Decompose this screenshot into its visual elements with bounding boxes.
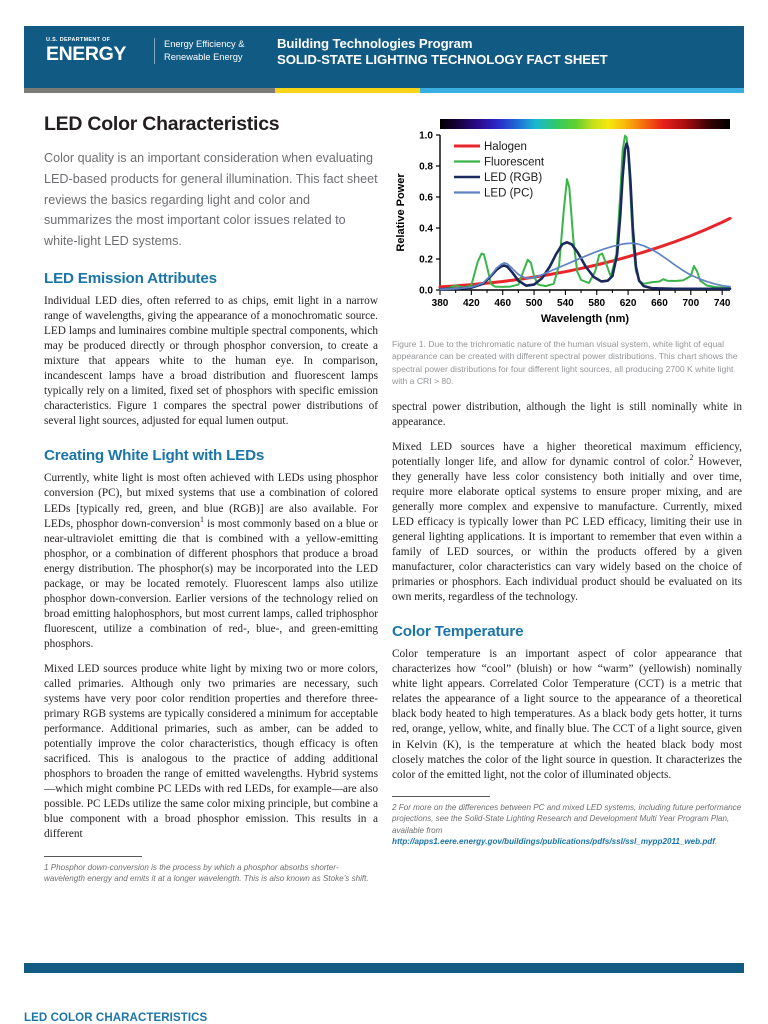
svg-text:420: 420 [463, 298, 480, 309]
svg-text:580: 580 [588, 298, 606, 309]
footnote-1 [44, 862, 378, 885]
svg-text:500: 500 [525, 298, 543, 309]
svg-text:0.8: 0.8 [419, 161, 433, 173]
footnote-1-text: Phosphor down-conversion is the process by which a phosphor absorbs shorter-wavelength energy and emits it at a longer wavelength. This is also known as Stoke’s shift. [44, 862, 369, 884]
right-paragraph-1: spectral power distribution, although the light is still nominally white in appearance. [392, 400, 742, 428]
svg-text:Fluorescent: Fluorescent [484, 156, 545, 169]
svg-text:0.4: 0.4 [419, 223, 433, 235]
figure-1 [392, 112, 742, 388]
left-column [44, 112, 378, 885]
white-light-paragraph-1 [44, 471, 378, 652]
svg-text:Relative Power: Relative Power [395, 173, 407, 252]
section-heading-emission: LED Emission Attributes [44, 269, 217, 287]
fact-sheet-subtitle: SOLID-STATE LIGHTING TECHNOLOGY FACT SHEET [277, 52, 608, 67]
svg-text:Wavelength (nm): Wavelength (nm) [540, 313, 630, 325]
svg-text:Halogen: Halogen [484, 141, 527, 153]
header-accent-rule [24, 88, 744, 93]
footer-band [24, 963, 744, 973]
eere-line-1: Energy Efficiency & [164, 39, 245, 49]
footer-title: LED COLOR CHARACTERISTICS [24, 1012, 208, 1024]
right-p2-part-b: However, they generally have less color consistency both initially and over time, require more elaborate optical systems to ensure proper mixing, and are generally more complex and expensive to manufacture. Currently, mixed LED efficacy is typically lower than PC LED efficacy, limiting their use in general lighting applications. It is important to remember that even within a family of LED sources, or within the products offered by a given manufacturer, color characteristics can vary widely based on the choice of primaries or phosphors. Each individual product should be evaluated on its own merits, regardless of the technology. [392, 455, 742, 604]
logo-divider [154, 38, 155, 64]
accent-rule-yellow [275, 88, 420, 93]
svg-text:1.0: 1.0 [419, 130, 433, 142]
emission-paragraph: Individual LED dies, often referred to as chips, emit light in a narrow range of wavelengths, giving the appearance of a monochromatic source. LED lamps and luminaires combine multiple spectral components, which may be produced directly or through phosphor conversion, to create a mixture that appears white to the human eye. In comparison, incandescent lamps have a broad distribution and fluorescent lamps typically rely on a limited, fixed set of phosphors with specific emission characteristics. Figure 1 compares the spectral power distributions of several light sources, adjusted for equal lumen output. [44, 294, 378, 428]
white-light-paragraph-2: Mixed LED sources produce white light by mixing two or more colors, called primaries. Although only two primaries are necessary, such systems have very poor color rendition properties and therefore three-primary RGB systems are typically considered a minimum for acceptable performance. Additional primaries, such as amber, can be added to potentially improve the color characteristics, though efficacy is often sacrificed. This is analogous to the practice of adding additional phosphors to broaden the range of emitted wavelengths. Hybrid systems—which might combine PC LEDs with red LEDs, for example—are also possible. PC LEDs utilize the same color mixing principle, but combine a blue component with a broad phosphor emission. This results in a different [44, 662, 378, 841]
color-temperature-paragraph: Color temperature is an important aspect of color appearance that characterizes how “cool” (bluish) or how “warm” (yellowish) nominally white light appears. Correlated Color Temperature (CCT) is a metric that relates the appearance of a light source to the appearance of a theoretical black body heated to high temperatures. As a black body gets hotter, it turns red, orange, yellow, white, and finally blue. The CCT of a light source, given in Kelvin (K), is the temperature at which the heated black body most closely matches the color of the light source in question. It characterizes the color of the emitted light, not the color of illuminated objects. [392, 648, 742, 781]
section-heading-color-temperature: Color Temperature [392, 623, 524, 641]
page-header [24, 26, 744, 88]
doe-department-label: U.S. DEPARTMENT OF [46, 37, 111, 43]
doe-energy-wordmark: ENERGY [46, 43, 126, 65]
program-name: Building Technologies Program [277, 36, 473, 51]
eere-office-label [164, 38, 244, 63]
accent-rule-gray [24, 88, 275, 93]
figure-caption: Figure 1. Due to the trichromatic nature of the human visual system, white light of equal appearance can be created with different spectral power distributions. This chart shows the spectral power distributions for four different light sources, all producing 2700 K white light with a CRI > 80. [392, 339, 738, 387]
footnote-divider-left [44, 856, 142, 857]
svg-text:0.2: 0.2 [419, 254, 433, 266]
chart-svg [392, 112, 742, 334]
right-p2-part-a: Mixed LED sources have a higher theoretical maximum efficiency, potentially longer life, and allow for dynamic control of color. [392, 440, 742, 468]
program-title-block [277, 36, 608, 68]
svg-text:740: 740 [713, 298, 731, 309]
section-heading-white-light: Creating White Light with LEDs [44, 447, 265, 465]
doe-logo [46, 37, 146, 65]
svg-text:380: 380 [431, 298, 449, 309]
svg-text:LED (PC): LED (PC) [484, 187, 534, 200]
svg-text:460: 460 [494, 298, 512, 309]
footnote-2-marker: 2 [392, 802, 397, 812]
white-p1-part-b: is most commonly based on a blue or near-ultraviolet emitting die that is combined with a yellow-emitting phosphor, or a combination of different phosphors that produce a broad energy distribution. The phosphor(s) may be incorporated into the LED package, or may be located remotely. Fluorescent lamps also utilize phosphor down-conversion. Earlier versions of the technology relied on broad emitting halophosphors, but most current lamps, called triphosphor fluorescent, utilize a combination of red-, blue-, and green-emitting phosphors. [44, 517, 379, 650]
spectral-power-chart [392, 112, 742, 334]
intro-paragraph: Color quality is an important consideration when evaluating LED-based products for general illumination. This fact sheet reviews the basics regarding light and color and summarizes the most important color issues related to white-light LED systems. [44, 151, 378, 249]
footnote-ref-2: 2 [689, 453, 694, 462]
svg-text:620: 620 [619, 298, 637, 309]
svg-text:LED (RGB): LED (RGB) [484, 172, 543, 184]
svg-text:540: 540 [557, 298, 574, 309]
svg-text:0.0: 0.0 [419, 285, 433, 297]
svg-text:0.6: 0.6 [419, 192, 433, 204]
page-title: LED Color Characteristics [44, 113, 280, 135]
footnote-ref-1: 1 [200, 514, 204, 524]
right-column [392, 112, 742, 848]
footnote-2-text-end: . [714, 837, 718, 847]
accent-rule-blue [420, 88, 744, 93]
footnote-1-marker: 1 [44, 862, 49, 872]
right-paragraph-2 [392, 440, 742, 606]
white-p1-part-a: Currently, white light is most often achieved with LEDs using phosphor conversion (PC), but mixed systems that use a combination of colored LEDs [typically red, green, and blue (RGB)] are also available. For LEDs, phosphor down-conversion [44, 472, 378, 530]
eere-line-2: Renewable Energy [164, 51, 243, 62]
svg-text:660: 660 [651, 298, 668, 309]
footnote-2-link[interactable]: http://apps1.eere.energy.gov/buildings/publications/pdfs/ssl/ssl_mypp2011_web.pdf [392, 837, 715, 847]
svg-text:700: 700 [682, 298, 700, 309]
footnote-divider-right [392, 796, 490, 797]
footnote-2 [392, 802, 742, 848]
footnote-2-text: For more on the differences between PC and mixed LED systems, including future performance projections, see the Solid-State Lighting Research and Development Multi Year Program Plan, available from [392, 802, 742, 835]
